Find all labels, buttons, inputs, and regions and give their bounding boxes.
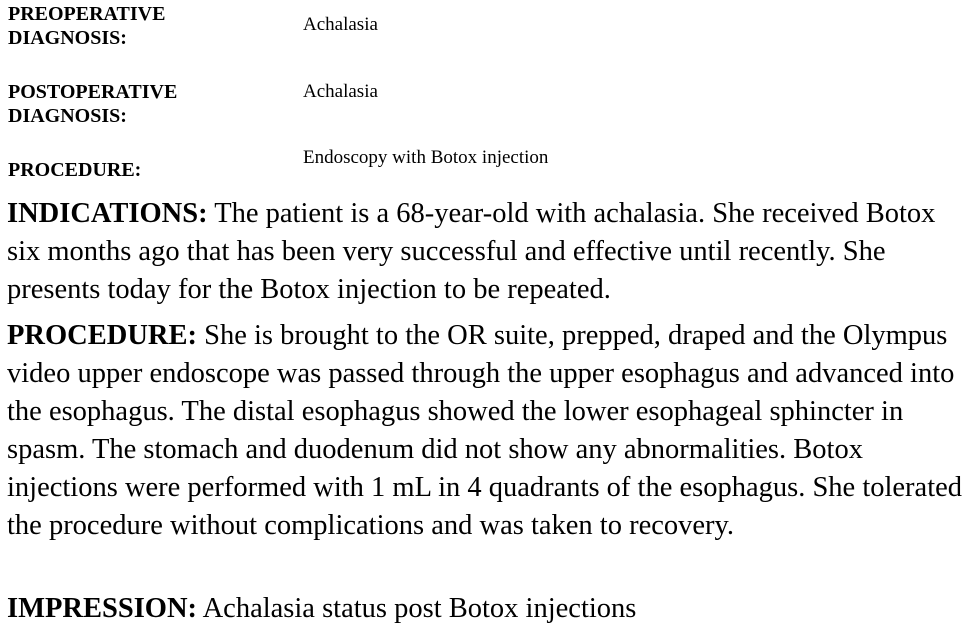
postoperative-label-line2: DIAGNOSIS: [8,105,127,127]
impression-text: Achalasia status post Botox injections [202,593,637,624]
impression-label: IMPRESSION: [7,593,198,624]
postoperative-diagnosis-label [8,80,268,128]
procedure-paragraph [7,317,973,545]
procedure-label: PROCEDURE: [8,159,142,181]
preoperative-diagnosis-label [8,2,268,50]
indications-label: INDICATIONS: [7,198,208,229]
procedure-body-label: PROCEDURE: [7,320,197,351]
impression-paragraph [7,590,973,628]
preoperative-diagnosis-value: Achalasia [303,14,378,35]
indications-paragraph [7,195,973,309]
indications-text: The patient is a 68-year-old with achalasia. She received Botox six months ago that has been very successful and effective until recently. She presents today for the Botox injection to be repeated. [7,198,936,305]
preoperative-label-line1: PREOPERATIVE [8,3,166,25]
preoperative-label-line2: DIAGNOSIS: [8,27,127,49]
postoperative-diagnosis-value: Achalasia [303,81,378,102]
procedure-value: Endoscopy with Botox injection [303,147,549,168]
postoperative-label-line1: POSTOPERATIVE [8,81,178,103]
procedure-body-text: She is brought to the OR suite, prepped, draped and the Olympus video upper endoscope was passed through the upper esophagus and advanced into the esophagus. The distal esophagus showed the lower esophageal sphincter in spasm. The stomach and duodenum did not show any abnormalities. Botox injections were performed with 1 mL in 4 quadrants of the esophagus. She tolerated the procedure without complications and was taken to recovery. [7,320,963,541]
